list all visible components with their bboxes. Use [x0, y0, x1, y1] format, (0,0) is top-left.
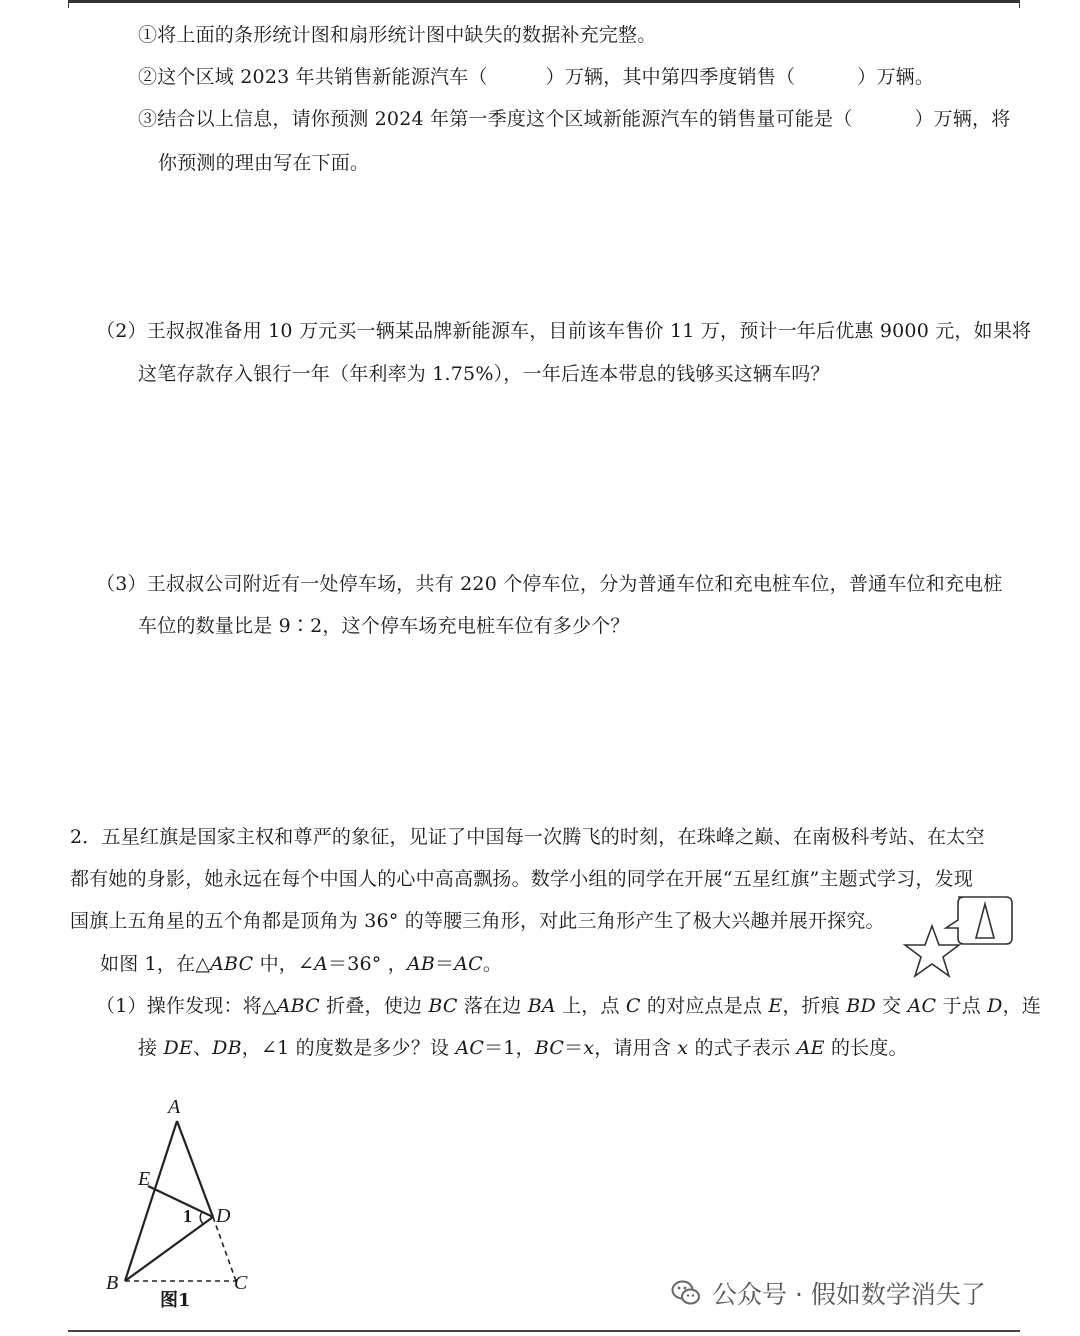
star-icon	[905, 926, 959, 976]
question-3-line-2: 车位的数量比是 9∶2，这个停车场充电桩车位有多少个？	[138, 615, 630, 637]
math-var: ABC	[276, 995, 320, 1017]
subquestion-1: ①将上面的条形统计图和扇形统计图中缺失的数据补充完整。	[138, 24, 657, 46]
problem-2-part-1-line-1	[96, 993, 1041, 1019]
math-var: BA	[527, 995, 556, 1017]
text: ，∠1 的度数是多少？设	[241, 1037, 456, 1059]
text: 中，∠	[253, 953, 315, 975]
angle-1-arc	[200, 1212, 203, 1224]
math-var: BC	[428, 995, 458, 1017]
subquestion-2-part-c: ）万辆。	[857, 66, 935, 88]
point-label-D: D	[216, 1205, 231, 1227]
math-var: E	[768, 995, 783, 1017]
subquestion-2	[138, 64, 934, 90]
text: ＝36° ，	[328, 953, 407, 975]
math-var: AB	[406, 953, 436, 975]
page-right-rule	[1019, 0, 1020, 8]
question-3-line-1: （3）王叔叔公司附近有一处停车场，共有 220 个停车位，分为普通车位和充电桩车位，普通车位和充电桩	[96, 573, 1003, 595]
math-var: D	[987, 995, 1003, 1017]
math-var: AE	[796, 1037, 825, 1059]
problem-2-given	[100, 951, 502, 977]
math-var: ABC	[210, 953, 254, 975]
figure-caption: 图1	[160, 1290, 191, 1311]
math-var: DE	[163, 1037, 193, 1059]
text: 的式子表示	[688, 1037, 797, 1059]
point-label-E: E	[138, 1168, 151, 1190]
question-2-line-1: （2）王叔叔准备用 10 万元买一辆某品牌新能源车，目前该车售价 11 万，预计一年后优惠 9000 元，如果将	[96, 320, 1032, 342]
text: 。	[482, 953, 503, 975]
subquestion-3-part-b: ）万辆，将	[914, 108, 1011, 130]
text: 如图 1，在△	[100, 953, 211, 975]
math-var: BC	[534, 1037, 565, 1059]
problem-2-line-3: 国旗上五角星的五个角都是顶角为 36° 的等腰三角形，对此三角形产生了极大兴趣并展开探究。	[70, 910, 885, 932]
subquestion-3-line-2: 你预测的理由写在下面。	[158, 152, 370, 174]
fold-BD	[125, 1217, 213, 1281]
problem-2-part-1-line-2	[138, 1035, 908, 1061]
text: 的对应点是点	[640, 995, 769, 1017]
text: 落在边	[457, 995, 528, 1017]
subquestion-2-part-b: ）万辆，其中第四季度销售（	[545, 66, 796, 88]
problem-2-line-1: 2．五星红旗是国家主权和尊严的象征，见证了中国每一次腾飞的时刻，在珠峰之巅、在南极科考站、在太空	[70, 826, 985, 848]
angle-label-1: 1	[183, 1206, 192, 1226]
text: ，连	[1002, 995, 1041, 1017]
watermark-text: 公众号 · 假如数学消失了	[712, 1280, 986, 1309]
watermark	[670, 1276, 986, 1310]
text: 、	[192, 1037, 213, 1059]
star-bubble-illustration	[890, 892, 1020, 992]
problem-2-line-2: 都有她的身影，她永远在每个中国人的心中高高飘扬。数学小组的同学在开展“五星红旗”主题式学习，发现	[70, 868, 974, 890]
edge-AB	[125, 1121, 177, 1281]
subquestion-3	[138, 106, 1010, 132]
math-var: A	[314, 953, 329, 975]
text: ＝	[435, 953, 455, 975]
point-label-B: B	[106, 1272, 119, 1294]
text: ＝	[564, 1037, 584, 1059]
text: 于点	[936, 995, 988, 1017]
math-var: DB	[212, 1037, 242, 1059]
text: 的长度。	[824, 1037, 908, 1059]
question-2-line-2: 这笔存款存入银行一年（年利率为 1.75%），一年后连本带息的钱够买这辆车吗？	[138, 363, 830, 385]
text: ，折痕	[782, 995, 847, 1017]
math-var: BD	[846, 995, 876, 1017]
speech-bubble	[946, 897, 1012, 944]
math-var: C	[625, 995, 641, 1017]
math-var: x	[677, 1037, 689, 1059]
page-bottom-rule	[68, 1330, 1020, 1332]
text: 上，点	[555, 995, 626, 1017]
math-var: x	[583, 1037, 595, 1059]
page-left-rule	[68, 0, 69, 8]
text: ，请用含	[594, 1037, 678, 1059]
text: ＝1，	[484, 1037, 535, 1059]
math-var: AC	[454, 953, 483, 975]
point-label-A: A	[168, 1096, 181, 1118]
math-var: AC	[455, 1037, 485, 1059]
page-top-rule	[68, 0, 1020, 3]
subquestion-2-part-a: ②这个区域 2023 年共销售新能源汽车（	[138, 66, 488, 88]
text: 接	[138, 1037, 164, 1059]
math-var: AC	[907, 995, 937, 1017]
text: 折叠，使边	[319, 995, 429, 1017]
point-label-C: C	[234, 1272, 248, 1294]
wechat-icon	[670, 1277, 702, 1309]
text: 交	[875, 995, 908, 1017]
subquestion-3-part-a: ③结合以上信息，请你预测 2024 年第一季度这个区域新能源汽车的销售量可能是（	[138, 108, 853, 130]
text: （1）操作发现：将△	[96, 995, 277, 1017]
